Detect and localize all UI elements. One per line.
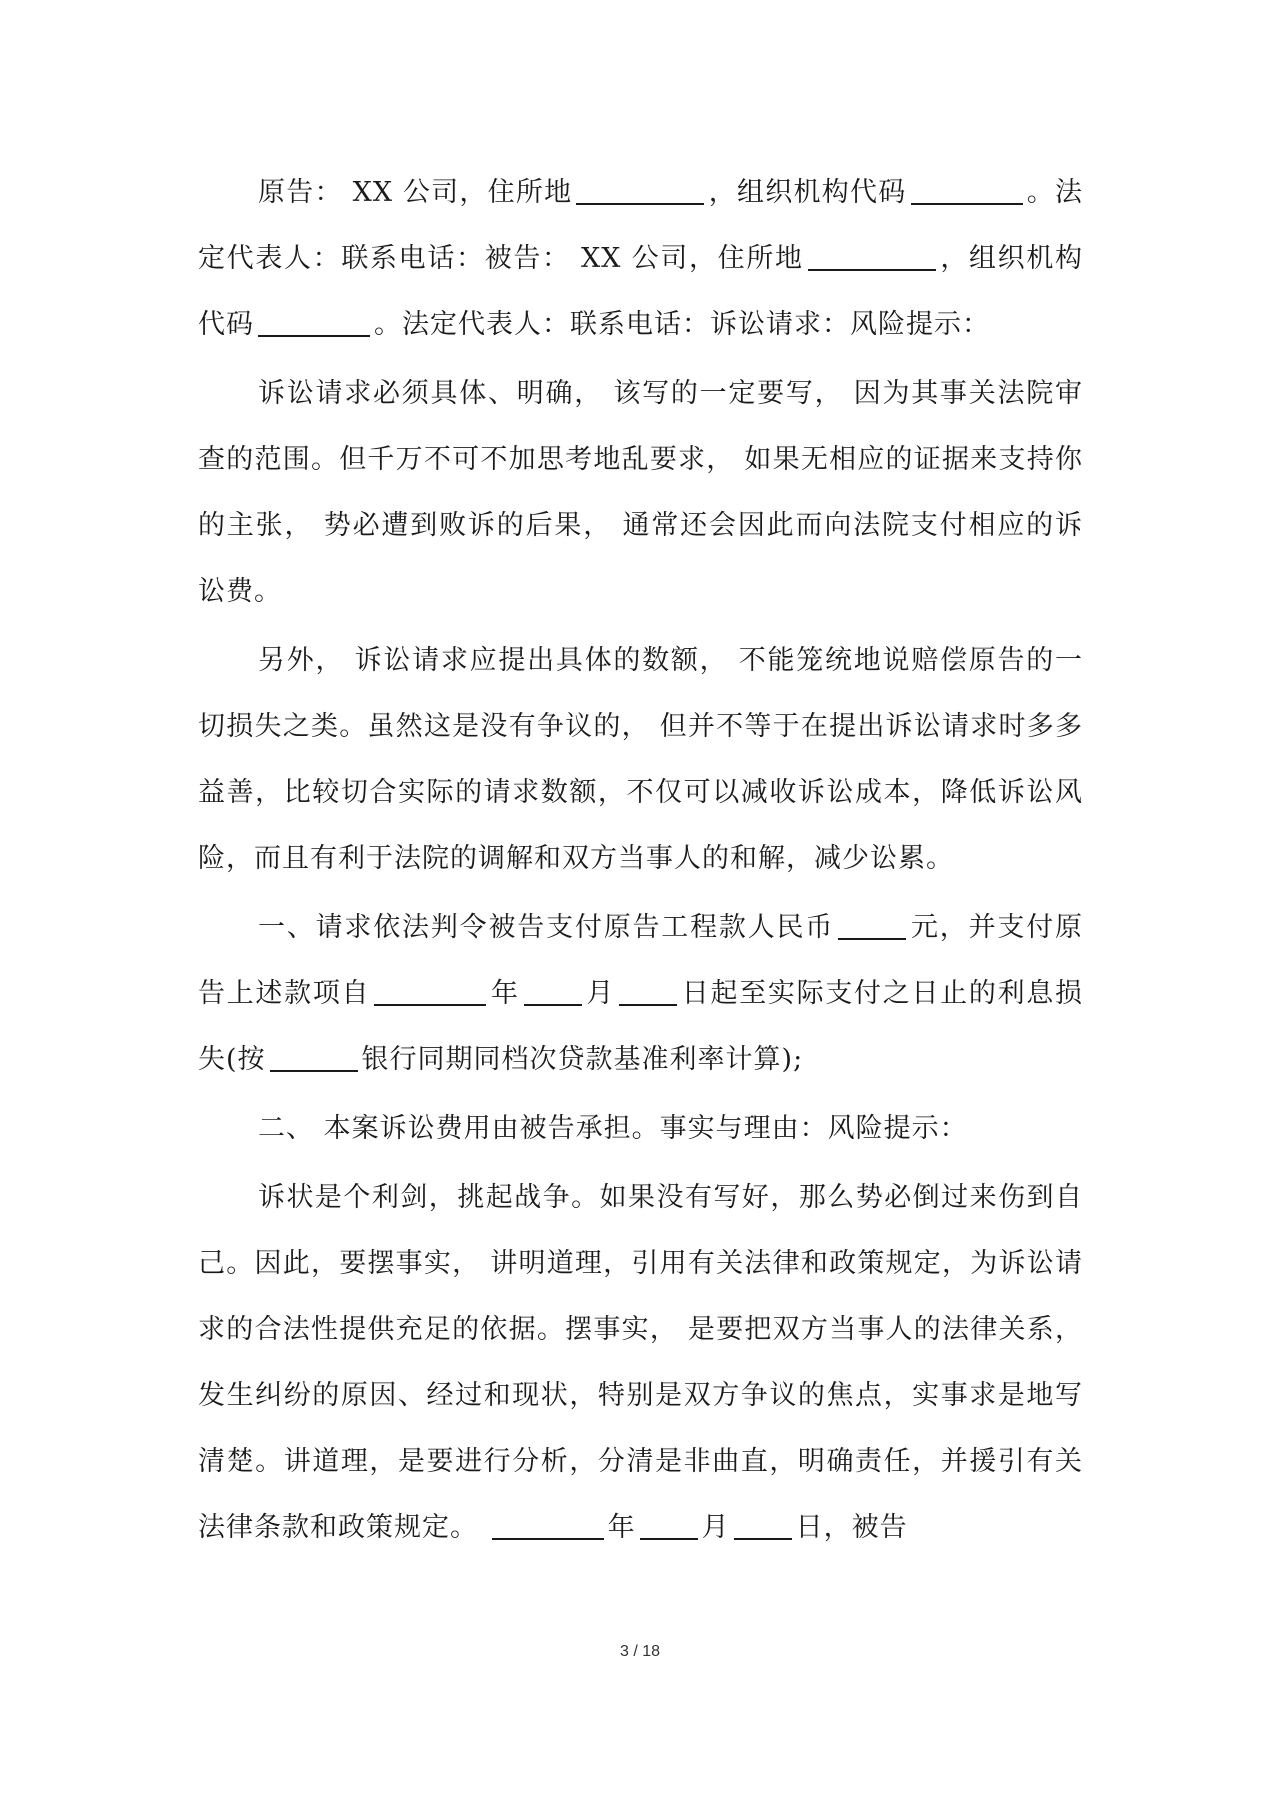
- paragraph-claim-two: 二、 本案诉讼费用由被告承担。事实与理由：风险提示：: [258, 1113, 968, 1144]
- page-number: 3 / 18: [619, 1643, 661, 1660]
- paragraph-amount-notice: 另外， 诉讼请求应提出具体的数额， 不能笼统地说赔偿原告的一切损失之类。虽然这是没有争议的， 但并不等于在提出诉讼请求时多多益善，比较切合实际的请求数额，不仅可以减收诉讼成本，降低诉讼风险，而且有利于法院的调解和双方当事人的和解，减少讼累。: [198, 645, 1083, 874]
- defendant-org-code-label: ，组织机构代码: [198, 243, 1084, 340]
- blank-defendant-address: [808, 245, 936, 271]
- blank-facts-year: [492, 1514, 604, 1540]
- paragraph-parties: [198, 160, 1083, 358]
- claims-label: 。法定代表人：联系电话：诉讼请求：风险提示：: [374, 309, 990, 340]
- blank-month: [524, 980, 582, 1006]
- defendant-text: 。法定代表人：联系电话：被告： XX 公司，住所地: [198, 177, 1084, 274]
- plaintiff-text: 原告： XX 公司，住所地: [258, 177, 573, 208]
- blank-defendant-org-code: [258, 311, 370, 337]
- claim-one-text: 一、请求依法判令被告支付原告工程款人民币: [258, 912, 835, 943]
- facts-text: 诉状是个利剑，挑起战争。如果没有写好，那么势必倒过来伤到自己。因此，要摆事实， 讲明道理，引用有关法律和政策规定，为诉讼请求的合法性提供充足的依据。摆事实， 是要把双方当事人的法律关系， 发生纠纷的原因、经过和现状，特别是双方争议的焦点，实事求是地写清楚。讲道理，是要进行分析，分清是非曲直，明确责任，并援引有关法律条款和政策规定。: [198, 1182, 1083, 1543]
- blank-amount: [838, 914, 906, 940]
- blank-address: [576, 179, 704, 205]
- document-body: [198, 160, 1083, 1564]
- facts-day-label: 日，被告: [795, 1512, 908, 1543]
- month-label: 月: [585, 978, 616, 1009]
- facts-month-label: 月: [701, 1512, 730, 1543]
- org-code-label: ，组织机构代码: [708, 177, 907, 208]
- facts-year-label: 年: [607, 1512, 636, 1543]
- claim-one-text-4: 银行同期同档次贷款基准利率计算);: [361, 1044, 804, 1075]
- blank-facts-day: [734, 1514, 792, 1540]
- blank-facts-month: [640, 1514, 698, 1540]
- claim-one-text-3: 日起至实际支付之日止的利息损失(按: [198, 978, 1084, 1075]
- blank-day: [619, 980, 677, 1006]
- paragraph-claims-notice: 诉讼请求必须具体、明确， 该写的一定要写， 因为其事关法院审查的范围。但千万不可不加思考地乱要求， 如果无相应的证据来支持你的主张， 势必遭到败诉的后果， 通常还会因此而向法院支付相应的诉讼费。: [198, 378, 1083, 607]
- blank-org-code: [911, 179, 1023, 205]
- blank-year: [374, 980, 486, 1006]
- paragraph-facts: [198, 1165, 1083, 1561]
- claim-one-text-2: 元，并支付原告上述款项自: [198, 912, 1084, 1009]
- paragraph-claim-one: [198, 895, 1083, 1093]
- blank-bank: [270, 1046, 358, 1072]
- year-label: 年: [490, 978, 520, 1009]
